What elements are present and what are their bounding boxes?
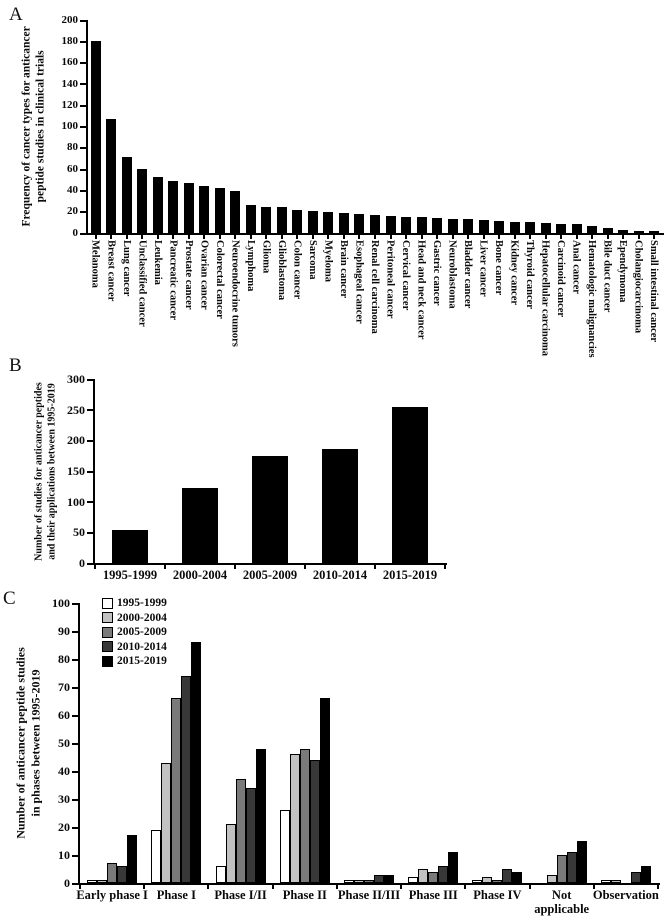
y-tick (80, 169, 86, 171)
bar-Phase II/III-2010-2014 (374, 875, 384, 883)
x-tick (358, 235, 360, 239)
bar-Phase II/III-2000-2004 (354, 880, 364, 883)
y-tick (80, 20, 86, 22)
y-tick-label: 0 (79, 556, 85, 571)
legend-item-2010-2014 (102, 641, 167, 653)
x-tick (265, 235, 267, 239)
y-tick (72, 743, 78, 745)
bar-Phase IV-2005-2009 (492, 880, 502, 883)
bar-Bone cancer (494, 221, 504, 233)
x-category-label: Esophageal cancer (353, 240, 365, 324)
y-tick-label: 140 (61, 77, 78, 90)
bar-2000-2004 (182, 488, 218, 563)
bar-Phase I/II-2015-2019 (256, 749, 266, 883)
x-tick (545, 235, 547, 239)
bar-Phase II-2010-2014 (310, 760, 320, 883)
x-category-label-line: applicable (534, 901, 590, 916)
x-category-label-line: Observation (592, 888, 659, 902)
x-category-label: Anal cancer (570, 240, 582, 294)
y-tick-label: 100 (61, 120, 78, 133)
bar-Phase III-2015-2019 (448, 852, 458, 883)
legend-label: 2000-2004 (117, 611, 167, 624)
x-category-label: Glioma (260, 240, 272, 274)
x-tick (653, 235, 655, 239)
x-tick (203, 235, 205, 239)
legend-item-2015-2019 (102, 655, 167, 667)
bar-Phase I-2010-2014 (181, 676, 191, 883)
bar-Unclassified cancer (137, 169, 147, 233)
x-tick (638, 235, 640, 239)
bar-Phase IV-2000-2004 (482, 877, 492, 883)
bar-Brain cancer (339, 213, 349, 233)
bar-Small intestinal cancer (649, 231, 659, 233)
x-category-label: Neuroendocrine tumors (229, 240, 241, 347)
bar-Phase III-1995-1999 (408, 877, 418, 883)
x-tick (219, 235, 221, 239)
x-tick (529, 235, 531, 239)
bar-Early phase I-2000-2004 (97, 880, 107, 883)
x-tick (234, 235, 236, 239)
bar-Ovarian cancer (199, 186, 209, 233)
y-tick (72, 771, 78, 773)
bar-Phase I-2000-2004 (161, 763, 171, 883)
legend-label: 2010-2014 (117, 640, 167, 653)
x-category-label: Thyroid cancer (524, 240, 536, 309)
bar-Not applicable-2015-2019 (577, 841, 587, 883)
y-tick (72, 715, 78, 717)
x-tick (467, 235, 469, 239)
bar-Phase III-2000-2004 (418, 869, 428, 883)
y-tick (72, 687, 78, 689)
y-tick-label: 200 (67, 433, 85, 448)
x-tick (172, 235, 174, 239)
y-tick (72, 631, 78, 633)
x-category-label: Glioblastoma (275, 240, 287, 301)
x-category-label: Cholangiocarcinoma (632, 240, 644, 334)
bar-Phase IV-2010-2014 (502, 869, 512, 883)
bar-Early phase I-2010-2014 (117, 866, 127, 883)
bar-Observation-2010-2014 (631, 872, 641, 883)
legend-item-1995-1999 (102, 597, 167, 609)
x-tick (576, 235, 578, 239)
x-category-label-line: 2015-2019 (382, 568, 438, 582)
x-tick (390, 235, 392, 239)
x-category-label: Bladder cancer (462, 240, 474, 309)
x-category-label: Lymphoma (244, 240, 256, 292)
bar-Observation-2000-2004 (611, 880, 621, 883)
bar-Phase II-2005-2009 (300, 749, 310, 883)
x-tick (498, 235, 500, 239)
x-category-label: Colon cancer (291, 240, 303, 300)
x-category-label-line: 2000-2004 (172, 568, 228, 582)
y-tick (72, 799, 78, 801)
bar-Glioblastoma (277, 207, 287, 233)
bar-Phase III-2010-2014 (438, 866, 448, 883)
bar-Not applicable-2000-2004 (547, 875, 557, 883)
bar-Cervical cancer (401, 217, 411, 233)
bar-Peritoneal cancer (386, 216, 396, 233)
bar-Phase I/II-2010-2014 (246, 788, 256, 883)
y-tick-label: 60 (58, 708, 70, 723)
bar-Phase III-2005-2009 (428, 872, 438, 883)
bar-Anal cancer (572, 224, 582, 233)
y-tick-label: 80 (67, 141, 78, 154)
bar-Phase IV-2015-2019 (512, 872, 522, 883)
y-tick (87, 440, 93, 442)
legend-label: 1995-1999 (117, 597, 167, 609)
y-tick-label: 30 (58, 792, 70, 807)
bar-Not applicable-2005-2009 (557, 855, 567, 883)
x-tick (452, 235, 454, 239)
x-category-label: Small intestinal cancer (648, 240, 660, 343)
bar-Early phase I-1995-1999 (87, 880, 97, 883)
bar-Phase IV-1995-1999 (472, 880, 482, 883)
y-tick-label: 40 (67, 184, 78, 197)
y-tick (80, 211, 86, 213)
bar-Gastric cancer (432, 218, 442, 233)
x-tick (560, 235, 562, 239)
x-tick (607, 235, 609, 239)
bar-Bladder cancer (463, 219, 473, 233)
bar-Early phase I-2005-2009 (107, 863, 117, 883)
bar-Leukemia (153, 177, 163, 233)
x-category-label-line: Phase II (282, 888, 327, 902)
x-category-label: Unclassified cancer (136, 240, 148, 327)
y-axis-title-line: in phases between 1995-2019 (28, 669, 42, 817)
y-tick (72, 659, 78, 661)
y-tick-label: 160 (61, 56, 78, 69)
x-category-label: Gastric cancer (431, 240, 443, 306)
bar-2010-2014 (322, 449, 358, 563)
y-axis-title (34, 371, 59, 571)
legend-swatch-2005-2009 (102, 627, 113, 638)
y-tick (72, 855, 78, 857)
bar-2015-2019 (392, 407, 428, 563)
bar-Breast cancer (106, 119, 116, 233)
x-category-label: Bile duct cancer (601, 240, 613, 313)
y-tick-label: 0 (64, 876, 70, 891)
x-category-label-line: 1995-1999 (102, 568, 158, 582)
x-tick (296, 235, 298, 239)
x-tick (188, 235, 190, 239)
y-tick-label: 250 (67, 402, 85, 417)
bar-Prostate cancer (184, 183, 194, 233)
x-category-label: Prostate cancer (182, 240, 194, 310)
x-category-label: Pancreatic cancer (167, 240, 179, 320)
x-tick (514, 235, 516, 239)
y-tick-label: 20 (67, 205, 78, 218)
bar-Hepatocellular carcinoma (541, 223, 551, 233)
x-tick (405, 235, 407, 239)
y-tick (87, 563, 93, 565)
x-tick (421, 235, 423, 239)
y-tick (80, 41, 86, 43)
legend-item-2000-2004 (102, 612, 167, 624)
y-tick-label: 100 (52, 596, 70, 611)
x-category-label (581, 889, 669, 903)
bar-Observation-1995-1999 (601, 880, 611, 883)
bar-Phase I-2005-2009 (171, 698, 181, 883)
bar-Sarcoma (308, 211, 318, 233)
panel-a-letter: A (9, 4, 23, 25)
x-category-label-line: Phase III (408, 888, 458, 902)
legend-swatch-2000-2004 (102, 612, 113, 623)
y-tick (80, 190, 86, 192)
bar-Phase II/III-2015-2019 (384, 875, 394, 883)
x-category-label: Hematologic malignancies (586, 240, 598, 358)
bar-Phase I/II-1995-1999 (216, 866, 226, 883)
panel-c-letter: C (3, 588, 16, 609)
y-tick (80, 147, 86, 149)
x-category-label: Hepatocellular carcinoma (539, 240, 551, 356)
y-tick (80, 126, 86, 128)
bar-Cholangiocarcinoma (634, 231, 644, 233)
x-category-label-line: Phase II/III (337, 888, 401, 902)
x-tick (374, 235, 376, 239)
bar-Myeloma (323, 212, 333, 233)
y-tick-label: 40 (58, 764, 70, 779)
y-tick (80, 105, 86, 107)
y-tick-label: 90 (58, 624, 70, 639)
y-axis-title (13, 621, 43, 866)
y-axis (78, 603, 80, 885)
bar-Observation-2015-2019 (641, 866, 651, 883)
x-tick (141, 235, 143, 239)
x-tick (126, 235, 128, 239)
y-tick-label: 60 (67, 162, 78, 175)
legend-swatch-2010-2014 (102, 641, 113, 652)
y-tick-label: 180 (61, 34, 78, 47)
x-category-label-line: 2010-2014 (312, 568, 368, 582)
y-tick-label: 10 (58, 848, 70, 863)
bar-Phase II-2015-2019 (320, 698, 330, 883)
x-tick (281, 235, 283, 239)
legend-swatch-1995-1999 (102, 598, 113, 609)
y-tick (80, 233, 86, 235)
y-tick (80, 83, 86, 85)
x-category-label: Renal cell carcinoma (368, 240, 380, 334)
bar-Early phase I-2015-2019 (127, 835, 137, 883)
bar-Neuroblastoma (448, 219, 458, 233)
x-category-label: Ovarian cancer (198, 240, 210, 310)
x-category-label: Peritoneal cancer (384, 240, 396, 319)
x-axis (78, 883, 660, 885)
x-category-label-line: Not (551, 888, 572, 902)
y-axis-title (20, 1, 49, 251)
x-tick (110, 235, 112, 239)
bar-Lymphoma (246, 205, 256, 233)
x-category-label: Sarcoma (306, 240, 318, 280)
x-category-label: Brain cancer (337, 240, 349, 299)
bar-Head and neck cancer (417, 217, 427, 233)
legend-swatch-2015-2019 (102, 656, 113, 667)
bar-Colon cancer (292, 210, 302, 233)
x-category-label-line: 2005-2009 (242, 568, 298, 582)
x-category-label: Myeloma (322, 240, 334, 282)
legend-label: 2005-2009 (117, 626, 167, 638)
x-tick (327, 235, 329, 239)
x-category-label: Colorectal cancer (213, 240, 225, 319)
y-tick-label: 120 (61, 98, 78, 111)
bar-Melanoma (91, 41, 101, 233)
bar-Esophageal cancer (354, 214, 364, 233)
bar-Phase I/II-2005-2009 (236, 779, 246, 883)
y-axis (86, 20, 88, 235)
y-tick (87, 379, 93, 381)
x-category-label: Lung cancer (120, 240, 132, 297)
x-category-label-line: Phase I/II (214, 888, 267, 902)
x-category-label: Breast cancer (105, 240, 117, 302)
bar-Phase I-1995-1999 (151, 830, 161, 883)
x-category-label: Kidney cancer (508, 240, 520, 306)
bar-Bile duct cancer (603, 228, 613, 233)
bar-Carcinoid cancer (556, 224, 566, 233)
bar-Phase I/II-2000-2004 (226, 824, 236, 883)
x-category-label: Head and neck cancer (415, 240, 427, 340)
bar-Thyroid cancer (525, 222, 535, 233)
y-axis-title-line: and their applications between 1995-2019 (46, 382, 57, 560)
y-tick (87, 409, 93, 411)
y-tick (72, 827, 78, 829)
x-category-label: Neuroblastoma (446, 240, 458, 309)
bar-Phase II/III-2005-2009 (364, 880, 374, 883)
y-tick (87, 532, 93, 534)
y-tick-label: 0 (72, 226, 78, 239)
bar-Neuroendocrine tumors (230, 191, 240, 233)
y-tick (72, 883, 78, 885)
y-axis-title-line: Number of anticancer peptide studies (13, 647, 27, 839)
bar-Liver cancer (479, 220, 489, 233)
bar-Pancreatic cancer (168, 181, 178, 233)
y-tick-label: 50 (73, 525, 85, 540)
bar-Ependymoma (618, 230, 628, 233)
x-tick (157, 235, 159, 239)
bar-2005-2009 (252, 456, 288, 563)
y-tick-label: 20 (58, 820, 70, 835)
y-tick-label: 80 (58, 652, 70, 667)
y-tick (80, 62, 86, 64)
y-tick-label: 200 (61, 13, 78, 26)
x-axis (93, 563, 447, 565)
x-tick (343, 235, 345, 239)
bar-Lung cancer (122, 157, 132, 233)
x-tick (483, 235, 485, 239)
x-category-label: Liver cancer (477, 240, 489, 297)
bar-Renal cell carcinoma (370, 215, 380, 233)
x-category-label (365, 569, 455, 583)
y-tick-label: 300 (67, 372, 85, 387)
y-tick (87, 501, 93, 503)
y-axis (93, 379, 95, 565)
x-tick (622, 235, 624, 239)
x-category-label: Leukemia (151, 240, 163, 285)
bar-Phase I-2015-2019 (191, 642, 201, 883)
x-category-label: Ependymoma (617, 240, 629, 303)
x-tick (250, 235, 252, 239)
bar-Hematologic malignancies (587, 226, 597, 233)
bar-1995-1999 (112, 530, 148, 563)
bar-Not applicable-2010-2014 (567, 852, 577, 883)
x-category-label-line: Phase IV (473, 888, 522, 902)
panel-b-letter: B (9, 355, 22, 376)
y-tick (72, 603, 78, 605)
y-tick-label: 150 (67, 464, 85, 479)
x-category-label: Carcinoid cancer (555, 240, 567, 318)
y-axis-title-line: Frequency of cancer types for anticancer (20, 25, 33, 227)
bar-Phase II-1995-1999 (280, 810, 290, 883)
bar-Kidney cancer (510, 222, 520, 233)
x-tick (95, 235, 97, 239)
bar-Glioma (261, 207, 271, 233)
bar-Phase II-2000-2004 (290, 754, 300, 883)
x-tick (312, 235, 314, 239)
y-tick-label: 100 (67, 494, 85, 509)
y-tick-label: 50 (58, 736, 70, 751)
x-category-label: Bone cancer (493, 240, 505, 296)
x-category-label-line: Phase I (156, 888, 196, 902)
x-tick (591, 235, 593, 239)
x-category-label: Melanoma (89, 240, 101, 288)
x-tick (436, 235, 438, 239)
legend-label: 2015-2019 (117, 655, 167, 667)
bar-Colorectal cancer (215, 188, 225, 233)
y-axis-title-line: peptide studies in clinical trials (35, 49, 47, 203)
y-tick (87, 471, 93, 473)
x-category-label-line: Early phase I (76, 888, 148, 902)
y-axis-title-line: Number of studies for anticancer peptides (33, 381, 45, 561)
bar-Phase II/III-1995-1999 (344, 880, 354, 883)
x-category-label: Cervical cancer (400, 240, 412, 311)
legend-item-2005-2009 (102, 626, 167, 638)
y-tick-label: 70 (58, 680, 70, 695)
